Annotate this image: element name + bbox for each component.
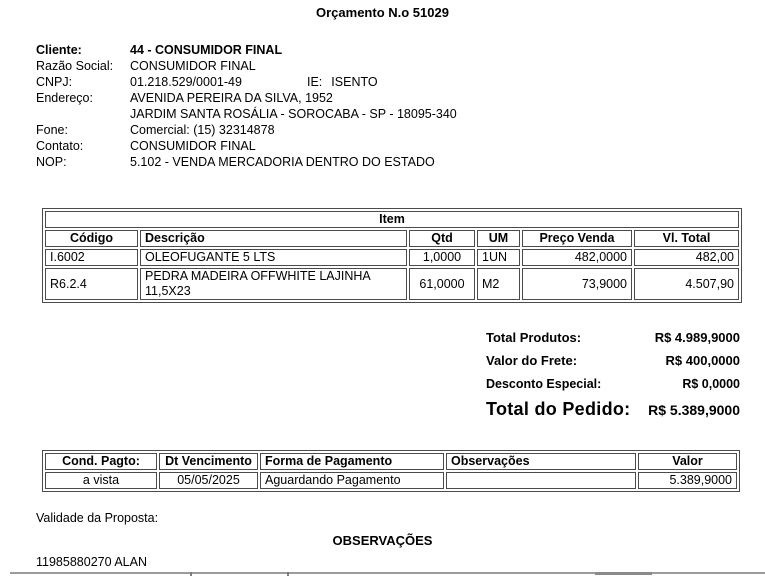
cutoff-tick — [287, 572, 289, 576]
items-table-header-row — [45, 230, 739, 247]
cliente-value: 44 - CONSUMIDOR FINAL — [130, 43, 283, 57]
payment-table — [42, 450, 740, 492]
payment-valor: 5.389,9000 — [638, 472, 737, 489]
client-row-nop — [36, 154, 457, 170]
item-codigo: I.6002 — [45, 249, 138, 266]
observacoes-title: OBSERVAÇÕES — [332, 533, 433, 548]
header-dt-vencimento: Dt Vencimento — [159, 453, 258, 470]
desconto-especial-row — [486, 377, 740, 391]
client-info-block — [36, 42, 457, 170]
total-pedido-label: Total do Pedido: — [486, 399, 631, 419]
total-produtos-label: Total Produtos: — [486, 330, 582, 345]
cnpj-label: CNPJ: — [36, 75, 73, 89]
header-cond-pagto: Cond. Pagto: — [45, 453, 157, 470]
client-row-fone — [36, 122, 457, 138]
valor-frete-label: Valor do Frete: — [486, 353, 578, 368]
validade-proposta-label: Validade da Proposta: — [36, 511, 159, 525]
header-observacoes: Observações — [446, 453, 636, 470]
item-qtd: 1,0000 — [409, 249, 475, 266]
header-um: UM — [477, 230, 520, 247]
cutoff-table-edge — [10, 572, 765, 576]
payment-vencimento: 05/05/2025 — [159, 472, 258, 489]
header-descricao: Descrição — [140, 230, 407, 247]
endereco-line2: JARDIM SANTA ROSÁLIA - SOROCABA - SP - 18095-340 — [130, 107, 457, 121]
header-qtd: Qtd — [409, 230, 475, 247]
item-preco: 73,9000 — [522, 268, 632, 300]
total-produtos-value: R$ 4.989,9000 — [654, 330, 740, 345]
totals-block — [486, 331, 740, 428]
item-row — [45, 249, 739, 266]
item-descricao: PEDRA MADEIRA OFFWHITE LAJINHA 11,5X23 — [140, 268, 407, 300]
valor-frete-value: R$ 400,0000 — [665, 353, 740, 368]
payment-cond: a vista — [45, 472, 157, 489]
client-row-cnpj — [36, 74, 457, 90]
client-row-endereco — [36, 90, 457, 106]
cnpj-value: 01.218.529/0001-49 — [130, 75, 242, 89]
razao-social-value: CONSUMIDOR FINAL — [130, 59, 256, 73]
items-table-title-row — [45, 211, 739, 228]
payment-row — [45, 472, 737, 489]
ie-label: IE: — [307, 75, 323, 89]
item-um: M2 — [477, 268, 520, 300]
client-row-razao-social — [36, 58, 457, 74]
endereco-label: Endereço: — [36, 91, 93, 105]
razao-social-label: Razão Social: — [36, 59, 114, 73]
payment-forma: Aguardando Pagamento — [260, 472, 444, 489]
cutoff-tick — [190, 572, 192, 576]
ie-value: ISENTO — [331, 75, 378, 89]
endereco-label-spacer — [36, 106, 130, 122]
fone-label: Fone: — [36, 123, 68, 137]
header-forma-pagamento: Forma de Pagamento — [260, 453, 444, 470]
cliente-label: Cliente: — [36, 43, 82, 57]
desconto-especial-label: Desconto Especial: — [486, 377, 602, 391]
total-pedido-row — [486, 399, 740, 419]
item-total: 4.507,90 — [634, 268, 739, 300]
client-row-endereco-2 — [36, 106, 457, 122]
contact-line: 11985880270 ALAN — [36, 555, 147, 569]
cutoff-segment — [595, 572, 652, 575]
items-table — [42, 208, 742, 303]
client-row-cliente — [36, 42, 457, 58]
nop-value: 5.102 - VENDA MERCADORIA DENTRO DO ESTADO — [130, 155, 435, 169]
item-codigo: R6.2.4 — [45, 268, 138, 300]
item-row — [45, 268, 739, 300]
nop-label: NOP: — [36, 155, 67, 169]
endereco-line1: AVENIDA PEREIRA DA SILVA, 1952 — [130, 91, 333, 105]
item-qtd: 61,0000 — [409, 268, 475, 300]
contato-label: Contato: — [36, 139, 84, 153]
header-preco-venda: Preço Venda — [522, 230, 632, 247]
item-um: 1UN — [477, 249, 520, 266]
desconto-especial-value: R$ 0,0000 — [682, 377, 740, 391]
items-table-title: Item — [45, 211, 739, 228]
contato-value: CONSUMIDOR FINAL — [130, 139, 256, 153]
client-row-contato — [36, 138, 457, 154]
valor-frete-row — [486, 354, 740, 368]
item-descricao: OLEOFUGANTE 5 LTS — [140, 249, 407, 266]
item-preco: 482,0000 — [522, 249, 632, 266]
header-codigo: Código — [45, 230, 138, 247]
fone-value: Comercial: (15) 32314878 — [130, 123, 275, 137]
header-vl-total: Vl. Total — [634, 230, 739, 247]
total-produtos-row — [486, 331, 740, 345]
payment-obs — [446, 472, 636, 489]
page-title: Orçamento N.o 51029 — [316, 5, 449, 20]
payment-table-header-row — [45, 453, 737, 470]
item-total: 482,00 — [634, 249, 739, 266]
total-pedido-value: R$ 5.389,9000 — [648, 402, 740, 418]
header-valor: Valor — [638, 453, 737, 470]
